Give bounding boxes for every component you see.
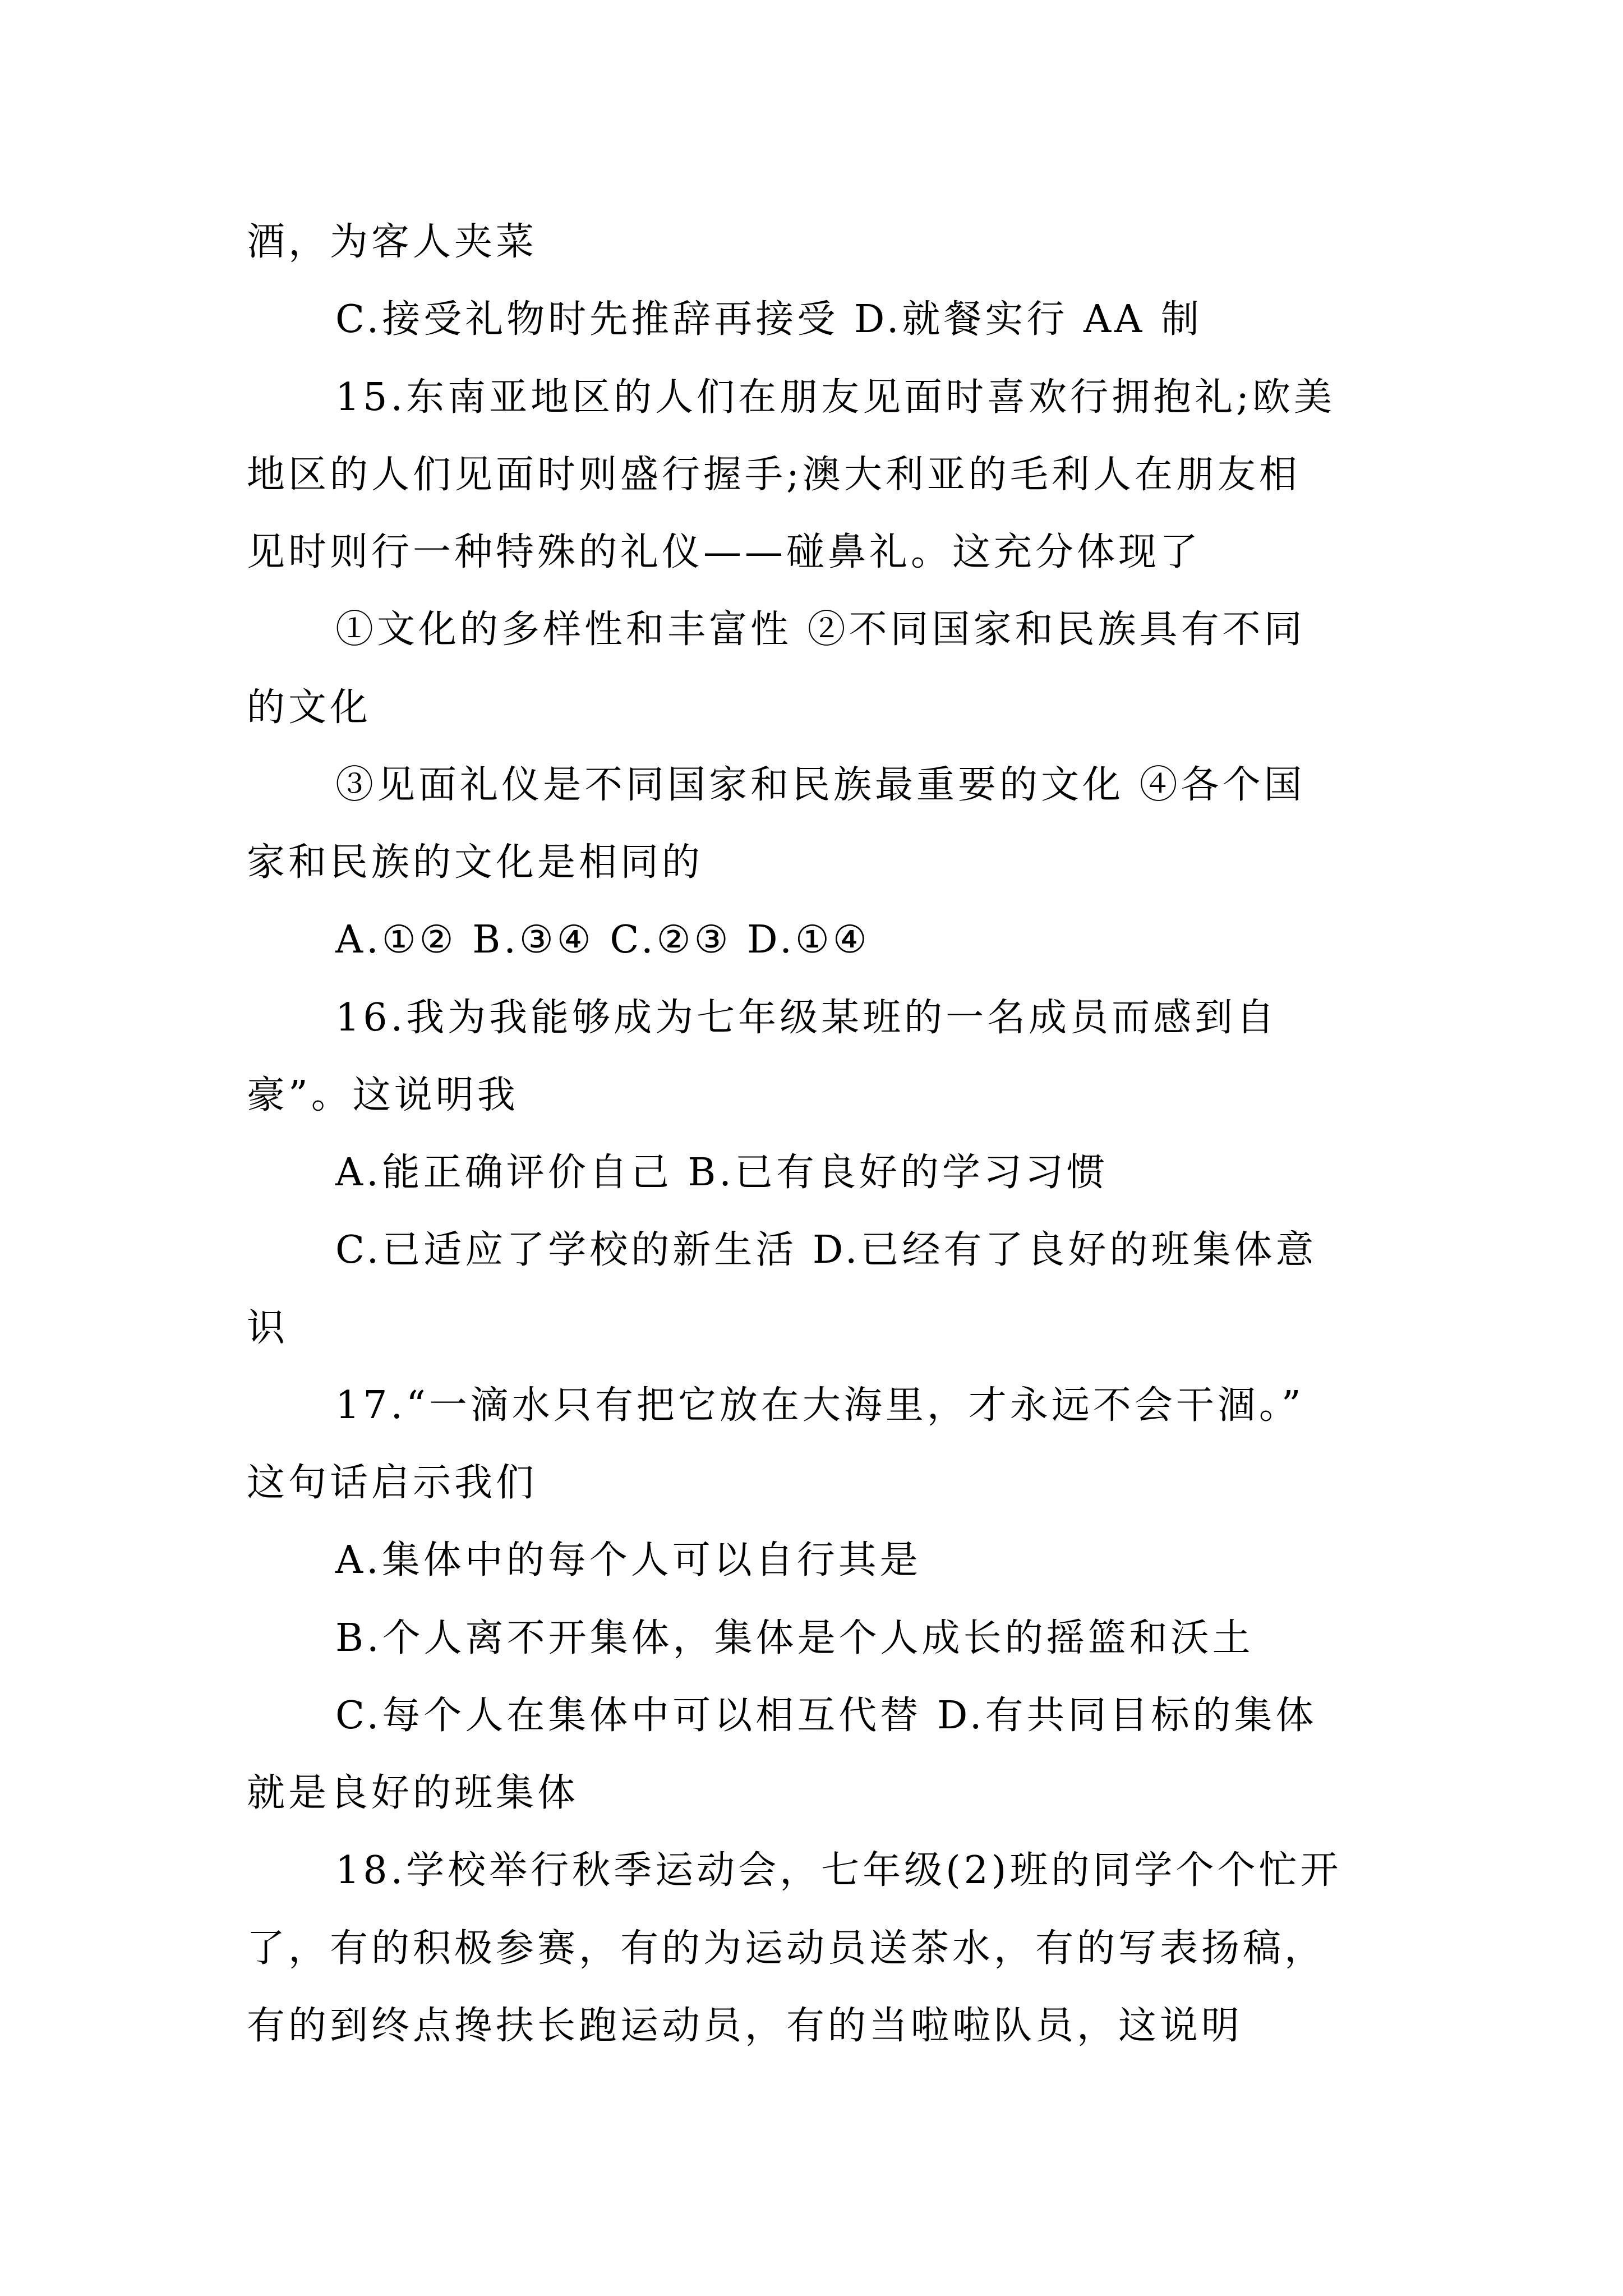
text-line: 地区的人们见面时则盛行握手;澳大利亚的毛利人在朋友相 xyxy=(247,453,1301,497)
answer-options-line: A.①② B.③④ C.②③ D.①④ xyxy=(335,918,870,962)
answer-options-line: C.接受礼物时先推辞再接受 D.就餐实行 AA 制 xyxy=(335,297,1202,342)
statement-line: ③见面礼仪是不同国家和民族最重要的文化 ④各个国 xyxy=(335,763,1306,807)
answer-options-line: A.能正确评价自己 B.已有良好的学习习惯 xyxy=(335,1151,1108,1195)
answer-option-b: B.个人离不开集体，集体是个人成长的摇篮和沃土 xyxy=(335,1616,1254,1660)
text-line: 就是良好的班集体 xyxy=(247,1771,579,1815)
text-line: 酒，为客人夹菜 xyxy=(247,220,538,264)
text-line: 的文化 xyxy=(247,685,372,730)
question-17-stem: 17.“一滴水只有把它放在大海里，才永远不会干涸。” xyxy=(335,1383,1304,1428)
text-line: 豪”。这说明我 xyxy=(247,1073,519,1117)
text-line: 这句话启示我们 xyxy=(247,1461,538,1505)
question-18-stem: 18.学校举行秋季运动会，七年级(2)班的同学个个忙开 xyxy=(335,1848,1342,1893)
text-line: 了，有的积极参赛，有的为运动员送茶水，有的写表扬稿， xyxy=(247,1926,1326,1971)
text-line: 家和民族的文化是相同的 xyxy=(247,840,704,885)
statement-line: ①文化的多样性和丰富性 ②不同国家和民族具有不同 xyxy=(335,608,1306,652)
question-16-stem: 16.我为我能够成为七年级某班的一名成员而感到自 xyxy=(335,996,1278,1040)
question-15-stem: 15.东南亚地区的人们在朋友见面时喜欢行拥抱礼;欧美 xyxy=(335,375,1336,420)
text-line: 识 xyxy=(247,1306,289,1350)
answer-options-line: C.已适应了学校的新生活 D.已经有了良好的班集体意 xyxy=(335,1228,1317,1272)
text-line: 有的到终点搀扶长跑运动员，有的当啦啦队员，这说明 xyxy=(247,2004,1243,2048)
answer-option-a: A.集体中的每个人可以自行其是 xyxy=(335,1538,921,1582)
text-line: 见时则行一种特殊的礼仪——碰鼻礼。这充分体现了 xyxy=(247,530,1202,574)
answer-options-line: C.每个人在集体中可以相互代替 D.有共同目标的集体 xyxy=(335,1694,1317,1738)
